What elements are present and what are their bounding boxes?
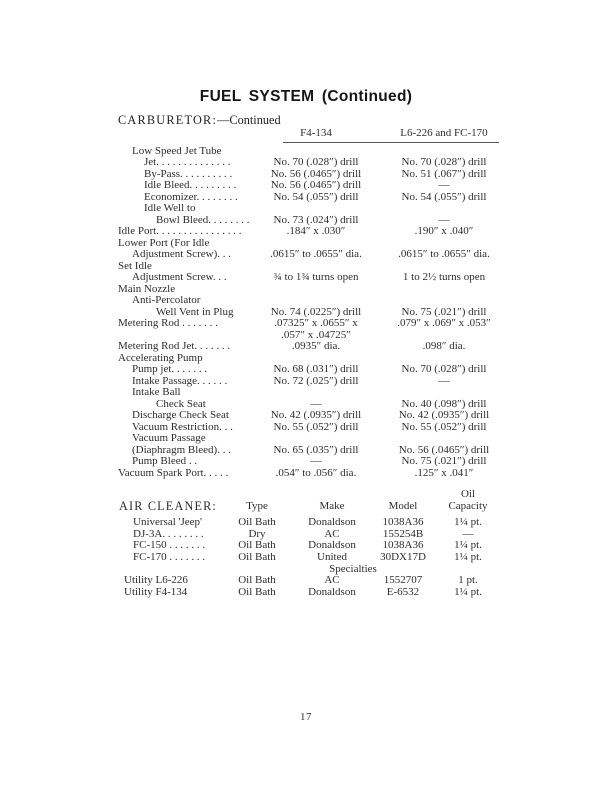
value-make: Donaldson xyxy=(308,516,356,529)
value-l6-226-fc-170 xyxy=(378,284,510,296)
value-l6-226-fc-170: No. 40 (.098″) drill xyxy=(401,397,487,410)
value-l6-226-fc-170: No. 51 (.067″) drill xyxy=(401,167,487,180)
value-f4-134: No. 68 (.031″) drill xyxy=(273,363,359,375)
value-type: Dry xyxy=(248,527,266,540)
air-cleaner-header-row-2 xyxy=(118,498,498,513)
value-l6-226-fc-170: .079″ x .069″ x .053″ xyxy=(397,317,491,329)
row-label: Bowl Bleed. . . . . . . . xyxy=(156,213,250,226)
value-l6-226-fc-170: No. 70 (.028″) drill xyxy=(401,156,487,168)
value-l6-226-fc-170: .190″ x .040″ xyxy=(414,225,474,237)
row-label: Jet. . . . . . . . . . . . . . xyxy=(144,156,231,168)
header-spacer xyxy=(368,489,438,501)
value-model: E-6532 xyxy=(386,585,420,598)
row-label: FC-170 . . . . . . . xyxy=(133,550,206,563)
header-capacity: Capacity xyxy=(448,499,488,512)
value-type: Oil Bath xyxy=(238,550,276,563)
value-f4-134: No. 42 (.0935″) drill xyxy=(270,409,362,421)
value-l6-226-fc-170 xyxy=(378,295,510,307)
value-f4-134: No. 70 (.028″) drill xyxy=(273,156,359,168)
row-label: Economizer. . . . . . . . xyxy=(144,190,238,203)
row-label: (Diaphragm Bleed). . . xyxy=(132,443,231,456)
value-make: AC xyxy=(324,527,340,540)
air-cleaner-table xyxy=(118,489,498,598)
row-label: Pump jet. . . . . . . xyxy=(132,363,208,375)
table-row xyxy=(118,226,510,238)
value-type: Oil Bath xyxy=(238,585,276,598)
value-l6-226-fc-170: .098″ dia. xyxy=(422,340,466,352)
table-row xyxy=(118,433,510,445)
row-label: Utility F4-134 xyxy=(124,585,188,598)
value-model: 30DX17D xyxy=(380,550,426,563)
row-label: Intake Ball xyxy=(132,386,181,398)
header-spacer xyxy=(218,489,296,501)
value-l6-226-fc-170: .0615″ to .0655″ dia. xyxy=(398,248,490,260)
value-capacity: 1¼ pt. xyxy=(454,516,482,529)
page-number: 17 xyxy=(300,711,312,723)
value-f4-134 xyxy=(254,387,378,399)
header-spacer xyxy=(296,489,368,501)
value-f4-134 xyxy=(254,203,378,215)
table-row xyxy=(118,157,510,169)
value-l6-226-fc-170: No. 56 (.0465″) drill xyxy=(398,443,490,456)
value-l6-226-fc-170: No. 55 (.052″) drill xyxy=(401,420,487,433)
table-row xyxy=(118,468,510,480)
value-make: Donaldson xyxy=(308,539,356,552)
row-label: Discharge Check Seat xyxy=(132,409,229,421)
value-f4-134: ¾ to 1¾ turns open xyxy=(273,271,359,283)
value-f4-134: No. 55 (.052″) drill xyxy=(273,420,359,433)
row-label: Intake Passage. . . . . . xyxy=(132,374,228,387)
make-continuation: Specialties xyxy=(329,562,377,575)
row-label: Main Nozzle xyxy=(118,282,176,295)
table-row xyxy=(118,318,510,330)
value-l6-226-fc-170: — xyxy=(438,374,450,387)
value-model: 1038A36 xyxy=(382,539,424,552)
table-row xyxy=(118,249,510,261)
carburetor-heading-rest: —Continued xyxy=(217,113,281,127)
value-f4-134: No. 74 (.0225″) drill xyxy=(270,305,362,318)
air-cleaner-heading: AIR CLEANER: xyxy=(118,498,218,513)
row-label: Metering Rod . . . . . . . xyxy=(118,317,218,329)
table-row xyxy=(118,364,510,376)
row-label: FC-150 . . . . . . . xyxy=(133,539,206,552)
table-row xyxy=(118,575,498,587)
value-make: United xyxy=(317,550,347,563)
value-f4-134: .054″ to .056″ dia. xyxy=(275,466,357,479)
value-f4-134: — xyxy=(310,397,322,410)
value-l6-226-fc-170: No. 54 (.055″) drill xyxy=(401,190,487,203)
value-model: 155254B xyxy=(382,527,424,540)
value-f4-134: No. 56 (.0465″) drill xyxy=(270,167,362,180)
value-l6-226-fc-170: — xyxy=(438,213,450,226)
row-label: Idle Bleed. . . . . . . . . xyxy=(144,179,237,191)
column-header-spacer xyxy=(118,128,254,140)
row-label: Anti-Percolator xyxy=(132,294,201,306)
header-oil: Oil xyxy=(460,488,476,500)
header-make: Make xyxy=(319,499,345,512)
value-capacity: 1¼ pt. xyxy=(454,585,482,598)
value-l6-226-fc-170 xyxy=(378,203,510,215)
row-label: DJ-3A. . . . . . . . xyxy=(133,527,204,540)
value-capacity: 1¼ pt. xyxy=(454,539,482,552)
value-f4-134: .0615″ to .0655″ dia. xyxy=(270,248,362,260)
value-l6-226-fc-170: No. 75 (.021″) drill xyxy=(401,455,487,467)
row-label: Accelerating Pump xyxy=(118,351,203,364)
table-row xyxy=(118,552,498,564)
carburetor-table xyxy=(118,114,510,479)
table-row xyxy=(118,203,510,215)
value-f4-134 xyxy=(254,433,378,445)
table-row xyxy=(118,587,498,599)
value-l6-226-fc-170 xyxy=(378,387,510,399)
column-header-l6-226-fc-170: L6-226 and FC-170 xyxy=(400,127,488,139)
table-row xyxy=(118,272,510,284)
value-type: Oil Bath xyxy=(238,516,276,529)
value-f4-134: .0935″ dia. xyxy=(291,340,341,352)
value-capacity: — xyxy=(462,527,474,540)
page-title: FUEL SYSTEM (Continued) xyxy=(199,88,413,105)
row-label: Utility L6-226 xyxy=(124,574,188,587)
header-type: Type xyxy=(246,499,268,512)
row-label: Universal 'Jeep' xyxy=(133,516,203,529)
row-label: Adjustment Screw. . . xyxy=(132,271,227,283)
carburetor-heading xyxy=(118,114,510,127)
value-f4-134: .07325″ x .0655″ x xyxy=(274,317,358,329)
value-make: AC xyxy=(324,574,340,587)
value-type: Oil Bath xyxy=(238,539,276,552)
value-l6-226-fc-170 xyxy=(378,433,510,445)
row-label: Idle Port. . . . . . . . . . . . . . . . xyxy=(118,225,242,237)
value-f4-134 xyxy=(254,284,378,296)
value-l6-226-fc-170: No. 75 (.021″) drill xyxy=(401,305,487,318)
value-f4-134: No. 72 (.025″) drill xyxy=(273,374,359,387)
column-header-f4-134: F4-134 xyxy=(300,127,332,139)
value-l6-226-fc-170: .125″ x .041″ xyxy=(414,466,474,479)
value-f4-134: .184″ x .030″ xyxy=(286,225,346,237)
value-f4-134: No. 56 (.0465″) drill xyxy=(270,179,362,191)
column-header-rule xyxy=(283,142,499,143)
value-f4-134 xyxy=(254,295,378,307)
row-label: By-Pass. . . . . . . . . . xyxy=(144,167,233,180)
value-model: 1038A36 xyxy=(382,516,424,529)
value-l6-226-fc-170: 1 to 2½ turns open xyxy=(402,271,486,283)
row-label: Low Speed Jet Tube xyxy=(132,144,222,157)
value-l6-226-fc-170: — xyxy=(438,179,450,191)
row-label: Adjustment Screw). . . xyxy=(132,248,231,260)
value-f4-134: No. 54 (.055″) drill xyxy=(273,190,359,203)
table-row xyxy=(118,410,510,422)
value-model: 1552707 xyxy=(383,574,423,587)
row-label: Vacuum Restriction. . . xyxy=(132,420,233,433)
carburetor-column-headers xyxy=(118,128,510,140)
value-f4-134: No. 65 (.035″) drill xyxy=(273,443,359,456)
value-l6-226-fc-170: No. 70 (.028″) drill xyxy=(401,363,487,375)
value-f4-134: — xyxy=(310,455,322,467)
value-f4-134: No. 73 (.024″) drill xyxy=(273,213,359,226)
table-row xyxy=(118,341,510,353)
row-label: Idle Well to xyxy=(144,202,196,214)
row-label: Vacuum Spark Port. . . . . xyxy=(118,466,229,479)
table-row xyxy=(118,180,510,192)
row-label: Metering Rod Jet. . . . . . . xyxy=(118,340,231,352)
row-label: Check Seat xyxy=(156,397,206,410)
row-label: Pump Bleed . . xyxy=(132,455,198,467)
table-row xyxy=(118,456,510,468)
table-row xyxy=(118,295,510,307)
value-l6-226-fc-170: No. 42 (.0935″) drill xyxy=(398,409,490,421)
carburetor-heading-caps: CARBURETOR: xyxy=(118,113,218,127)
table-row xyxy=(118,387,510,399)
row-label: Well Vent in Plug xyxy=(156,305,234,318)
value-capacity: 1¼ pt. xyxy=(454,550,482,563)
air-cleaner-rows xyxy=(118,517,498,598)
value-type: Oil Bath xyxy=(238,574,276,587)
value-capacity: 1 pt. xyxy=(458,574,478,587)
value-f4-134: .057″ x .04725″ xyxy=(281,328,351,341)
row-label: Vacuum Passage xyxy=(132,432,206,444)
row-label: Lower Port (For Idle xyxy=(118,236,210,249)
row-label: Set Idle xyxy=(118,259,152,272)
carburetor-rows xyxy=(118,146,510,480)
value-make: Donaldson xyxy=(308,585,356,598)
header-model: Model xyxy=(388,499,418,512)
